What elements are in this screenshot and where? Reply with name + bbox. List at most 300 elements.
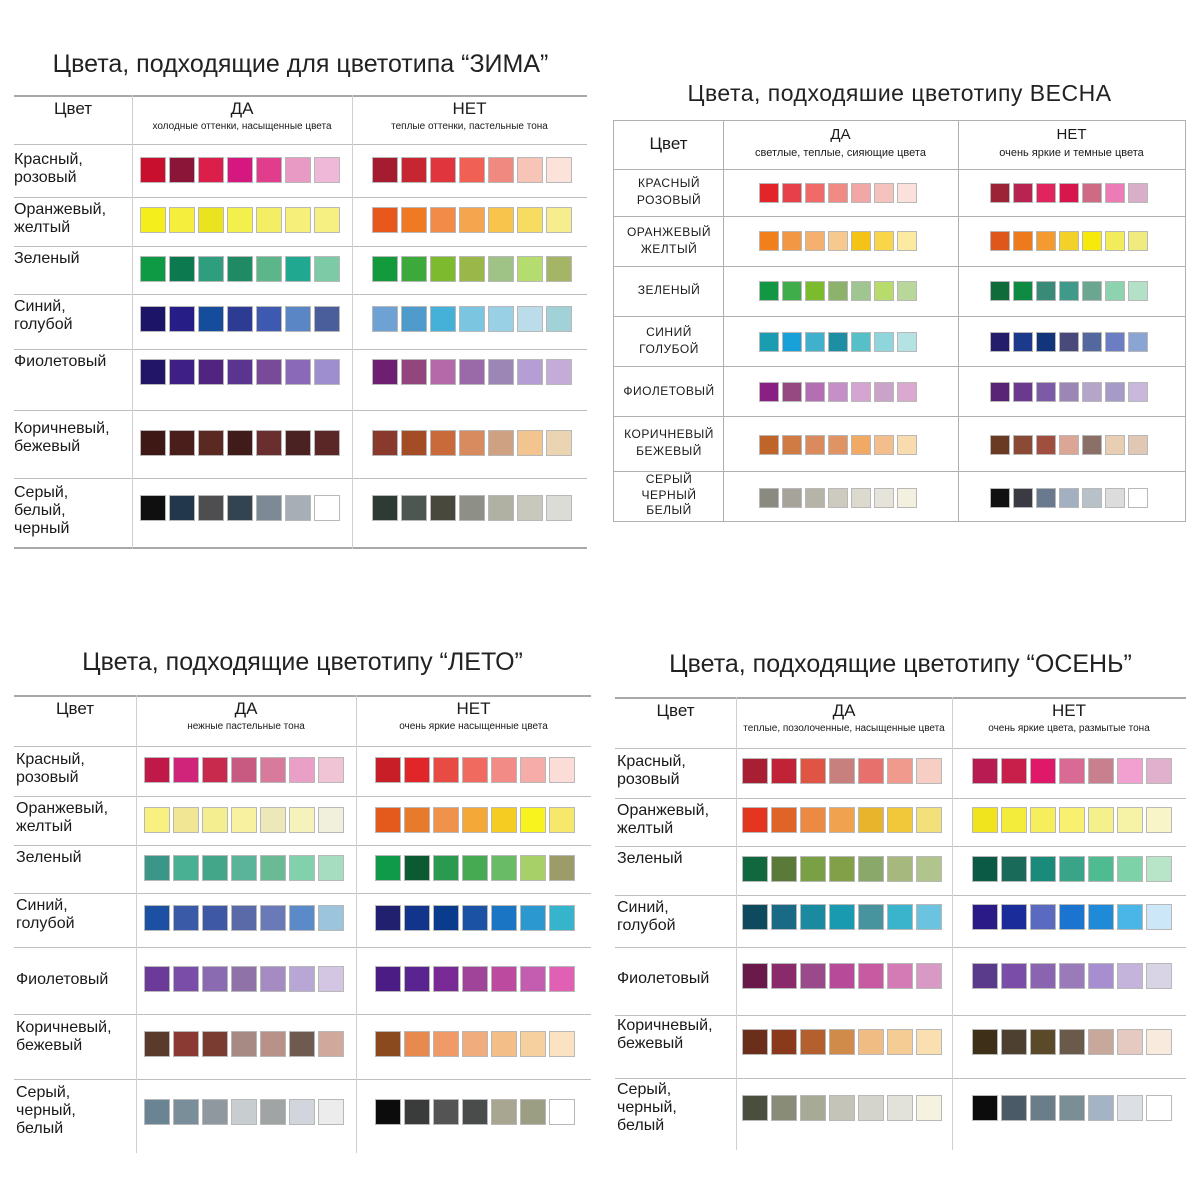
swatch-row-yes (144, 966, 347, 992)
color-swatch (546, 430, 572, 456)
color-swatch (771, 807, 797, 833)
row-label: ОРАНЖЕВЫЙ ЖЕЛТЫЙ (626, 225, 712, 257)
color-swatch (491, 1031, 517, 1057)
color-swatch (828, 382, 848, 402)
swatch-row-no (972, 758, 1175, 784)
color-swatch (260, 855, 286, 881)
swatch-row-no (372, 495, 575, 521)
swatch-row-no (375, 757, 578, 783)
swatch-row-yes (759, 281, 920, 301)
color-swatch (285, 495, 311, 521)
color-swatch (169, 207, 195, 233)
color-swatch (887, 856, 913, 882)
color-swatch (488, 359, 514, 385)
color-swatch (916, 856, 942, 882)
color-swatch (1059, 183, 1079, 203)
row-label: Фиолетовый (14, 353, 107, 370)
color-swatch (430, 495, 456, 521)
color-swatch (1117, 963, 1143, 989)
swatch-row-yes (759, 382, 920, 402)
color-swatch (372, 157, 398, 183)
swatch-row-yes (144, 855, 347, 881)
color-swatch (256, 256, 282, 282)
color-swatch (1059, 1095, 1085, 1121)
color-swatch (372, 207, 398, 233)
color-swatch (1117, 807, 1143, 833)
color-swatch (549, 1099, 575, 1125)
color-swatch (318, 1099, 344, 1125)
header-color: Цвет (656, 701, 695, 720)
color-swatch (433, 1099, 459, 1125)
color-swatch (433, 966, 459, 992)
color-swatch (742, 807, 768, 833)
color-swatch (459, 256, 485, 282)
color-swatch (805, 332, 825, 352)
color-swatch (916, 1029, 942, 1055)
color-swatch (314, 359, 340, 385)
color-swatch (742, 1095, 768, 1121)
color-swatch (1036, 183, 1056, 203)
color-swatch (916, 963, 942, 989)
color-swatch (198, 495, 224, 521)
color-swatch (990, 332, 1010, 352)
color-swatch (546, 207, 572, 233)
panel-title: Цвета, подходящие цветотипу “ЛЕТО” (82, 648, 523, 676)
color-swatch (1001, 904, 1027, 930)
color-swatch (782, 231, 802, 251)
row-label: Серый, черный, белый (617, 1081, 677, 1134)
color-swatch (805, 183, 825, 203)
swatch-row-no (372, 207, 575, 233)
color-swatch (488, 157, 514, 183)
color-swatch (1088, 1029, 1114, 1055)
color-swatch (433, 757, 459, 783)
color-swatch (1013, 332, 1033, 352)
color-swatch (1013, 382, 1033, 402)
color-swatch (1088, 807, 1114, 833)
color-swatch (491, 1099, 517, 1125)
color-swatch (517, 157, 543, 183)
color-swatch (459, 157, 485, 183)
color-swatch (828, 183, 848, 203)
color-swatch (805, 435, 825, 455)
color-swatch (314, 495, 340, 521)
color-swatch (289, 966, 315, 992)
color-swatch (1146, 1095, 1172, 1121)
color-swatch (173, 855, 199, 881)
color-swatch (851, 183, 871, 203)
color-swatch (549, 807, 575, 833)
color-swatch (828, 488, 848, 508)
color-swatch (1059, 856, 1085, 882)
color-swatch (375, 1099, 401, 1125)
color-table (615, 697, 1186, 1150)
color-swatch (285, 207, 311, 233)
color-swatch (140, 306, 166, 332)
color-swatch (546, 359, 572, 385)
color-swatch (897, 332, 917, 352)
swatch-row-yes (742, 963, 945, 989)
color-swatch (231, 1099, 257, 1125)
color-swatch (1030, 904, 1056, 930)
color-swatch (459, 430, 485, 456)
swatch-row-yes (759, 488, 920, 508)
row-label: СЕРЫЙ ЧЕРНЫЙ БЕЛЫЙ (641, 472, 697, 518)
color-swatch (805, 281, 825, 301)
color-swatch (256, 306, 282, 332)
swatch-row-yes (140, 157, 343, 183)
color-swatch (404, 855, 430, 881)
color-swatch (1105, 281, 1125, 301)
color-swatch (202, 1099, 228, 1125)
color-swatch (1001, 758, 1027, 784)
color-swatch (1105, 488, 1125, 508)
color-swatch (1146, 856, 1172, 882)
swatch-row-yes (742, 1095, 945, 1121)
color-swatch (887, 963, 913, 989)
color-swatch (169, 256, 195, 282)
color-swatch (1128, 231, 1148, 251)
color-swatch (169, 495, 195, 521)
color-swatch (1001, 963, 1027, 989)
color-swatch (1088, 856, 1114, 882)
color-swatch (851, 281, 871, 301)
color-swatch (372, 306, 398, 332)
color-swatch (318, 855, 344, 881)
color-swatch (1146, 807, 1172, 833)
color-swatch (742, 856, 768, 882)
color-swatch (372, 359, 398, 385)
color-swatch (520, 1031, 546, 1057)
color-swatch (1128, 183, 1148, 203)
color-swatch (520, 905, 546, 931)
color-swatch (874, 332, 894, 352)
color-swatch (140, 157, 166, 183)
color-swatch (1059, 904, 1085, 930)
color-swatch (916, 758, 942, 784)
color-swatch (462, 855, 488, 881)
row-label: Коричневый, бежевый (617, 1017, 713, 1052)
color-swatch (231, 855, 257, 881)
color-swatch (1059, 807, 1085, 833)
color-swatch (1082, 231, 1102, 251)
color-swatch (401, 256, 427, 282)
color-swatch (972, 807, 998, 833)
color-swatch (517, 256, 543, 282)
color-swatch (285, 359, 311, 385)
color-swatch (430, 306, 456, 332)
color-swatch (198, 306, 224, 332)
color-swatch (144, 855, 170, 881)
color-swatch (372, 430, 398, 456)
color-swatch (144, 966, 170, 992)
color-swatch (771, 1095, 797, 1121)
color-swatch (874, 183, 894, 203)
color-swatch (173, 757, 199, 783)
color-swatch (289, 757, 315, 783)
color-swatch (256, 430, 282, 456)
color-swatch (459, 207, 485, 233)
color-swatch (517, 207, 543, 233)
color-swatch (1082, 435, 1102, 455)
color-swatch (517, 306, 543, 332)
color-swatch (169, 157, 195, 183)
color-swatch (140, 359, 166, 385)
row-label: Оранжевый, желтый (14, 201, 107, 236)
panel-zima (14, 40, 587, 552)
color-swatch (289, 855, 315, 881)
color-swatch (318, 966, 344, 992)
swatch-row-yes (140, 256, 343, 282)
color-swatch (375, 905, 401, 931)
color-swatch (546, 157, 572, 183)
color-swatch (858, 963, 884, 989)
color-swatch (227, 430, 253, 456)
color-swatch (372, 256, 398, 282)
color-swatch (520, 966, 546, 992)
color-swatch (742, 1029, 768, 1055)
color-swatch (231, 1031, 257, 1057)
color-table (14, 95, 587, 550)
swatch-row-yes (144, 1099, 347, 1125)
swatch-row-yes (144, 757, 347, 783)
color-swatch (1082, 281, 1102, 301)
color-swatch (491, 855, 517, 881)
color-swatch (140, 207, 166, 233)
color-swatch (782, 332, 802, 352)
color-swatch (805, 231, 825, 251)
color-swatch (897, 435, 917, 455)
header-color: Цвет (649, 134, 688, 153)
row-label: Коричневый, бежевый (14, 420, 110, 455)
color-swatch (990, 435, 1010, 455)
panel-title: Цвета, подходящие цветотипу “ОСЕНЬ” (669, 650, 1132, 678)
color-swatch (897, 488, 917, 508)
color-swatch (318, 757, 344, 783)
color-swatch (459, 359, 485, 385)
color-swatch (1105, 332, 1125, 352)
swatch-row-yes (144, 807, 347, 833)
color-swatch (227, 495, 253, 521)
color-swatch (1030, 758, 1056, 784)
color-swatch (140, 256, 166, 282)
color-swatch (318, 807, 344, 833)
color-swatch (140, 495, 166, 521)
color-swatch (972, 1095, 998, 1121)
color-swatch (829, 904, 855, 930)
color-swatch (782, 281, 802, 301)
color-swatch (1030, 1029, 1056, 1055)
color-swatch (227, 306, 253, 332)
color-swatch (289, 1099, 315, 1125)
color-swatch (874, 281, 894, 301)
color-swatch (202, 1031, 228, 1057)
color-swatch (1117, 1095, 1143, 1121)
swatch-row-no (990, 332, 1151, 352)
swatch-row-no (990, 281, 1151, 301)
swatch-row-yes (742, 758, 945, 784)
swatch-row-no (372, 157, 575, 183)
color-swatch (858, 807, 884, 833)
color-swatch (375, 757, 401, 783)
row-label: Красный, розовый (16, 751, 85, 786)
row-label: Фиолетовый (16, 971, 109, 988)
color-swatch (1036, 281, 1056, 301)
color-swatch (404, 1031, 430, 1057)
color-swatch (227, 359, 253, 385)
header-no: НЕТ очень яркие цвета, размытые тона (988, 701, 1150, 734)
color-swatch (771, 758, 797, 784)
swatch-row-yes (140, 495, 343, 521)
color-swatch (1105, 382, 1125, 402)
color-swatch (1128, 332, 1148, 352)
color-swatch (1036, 332, 1056, 352)
color-swatch (433, 1031, 459, 1057)
color-swatch (375, 1031, 401, 1057)
color-swatch (1128, 382, 1148, 402)
color-swatch (1088, 758, 1114, 784)
color-swatch (491, 757, 517, 783)
color-swatch (800, 807, 826, 833)
header-color: Цвет (55, 699, 95, 718)
swatch-row-yes (144, 905, 347, 931)
color-swatch (1128, 488, 1148, 508)
color-swatch (401, 157, 427, 183)
color-swatch (260, 1099, 286, 1125)
color-swatch (430, 359, 456, 385)
swatch-row-no (375, 807, 578, 833)
row-label: Фиолетовый (617, 970, 710, 987)
color-swatch (517, 495, 543, 521)
color-swatch (430, 157, 456, 183)
color-swatch (173, 1099, 199, 1125)
color-swatch (1001, 1095, 1027, 1121)
color-swatch (1013, 488, 1033, 508)
swatch-row-yes (140, 207, 343, 233)
swatch-row-no (372, 359, 575, 385)
color-swatch (782, 435, 802, 455)
color-swatch (800, 963, 826, 989)
color-swatch (549, 1031, 575, 1057)
swatch-row-no (372, 256, 575, 282)
color-swatch (462, 1099, 488, 1125)
color-swatch (289, 1031, 315, 1057)
color-swatch (227, 157, 253, 183)
color-swatch (1013, 281, 1033, 301)
color-swatch (491, 905, 517, 931)
swatch-row-no (375, 1031, 578, 1057)
color-swatch (897, 382, 917, 402)
color-swatch (433, 807, 459, 833)
swatch-row-yes (140, 359, 343, 385)
color-swatch (198, 157, 224, 183)
color-swatch (800, 1095, 826, 1121)
color-swatch (202, 966, 228, 992)
color-table (14, 695, 591, 1153)
color-swatch (990, 488, 1010, 508)
color-swatch (972, 1029, 998, 1055)
row-label: ФИОЛЕТОВЫЙ (623, 384, 715, 398)
color-swatch (401, 495, 427, 521)
color-swatch (404, 807, 430, 833)
color-swatch (829, 758, 855, 784)
color-swatch (198, 430, 224, 456)
color-swatch (202, 905, 228, 931)
color-swatch (759, 488, 779, 508)
color-swatch (916, 1095, 942, 1121)
color-swatch (314, 306, 340, 332)
color-swatch (430, 256, 456, 282)
swatch-row-no (372, 306, 575, 332)
color-swatch (972, 856, 998, 882)
color-swatch (916, 904, 942, 930)
color-swatch (858, 758, 884, 784)
row-label: Зеленый (16, 849, 82, 866)
color-swatch (1105, 183, 1125, 203)
color-swatch (771, 904, 797, 930)
color-swatch (289, 807, 315, 833)
swatch-row-yes (759, 435, 920, 455)
color-swatch (404, 966, 430, 992)
color-swatch (256, 495, 282, 521)
color-swatch (144, 1031, 170, 1057)
color-swatch (314, 256, 340, 282)
color-swatch (1036, 231, 1056, 251)
color-swatch (546, 495, 572, 521)
color-swatch (1013, 183, 1033, 203)
color-swatch (401, 306, 427, 332)
color-swatch (972, 758, 998, 784)
color-swatch (887, 1029, 913, 1055)
panel-vesna (613, 72, 1186, 528)
color-swatch (874, 382, 894, 402)
color-swatch (285, 256, 311, 282)
color-swatch (1059, 231, 1079, 251)
color-swatch (260, 1031, 286, 1057)
color-swatch (990, 281, 1010, 301)
color-swatch (433, 855, 459, 881)
color-swatch (227, 256, 253, 282)
color-swatch (1059, 758, 1085, 784)
color-swatch (144, 807, 170, 833)
color-swatch (231, 966, 257, 992)
color-swatch (169, 306, 195, 332)
swatch-row-yes (144, 1031, 347, 1057)
color-swatch (488, 207, 514, 233)
color-swatch (1059, 1029, 1085, 1055)
color-swatch (285, 306, 311, 332)
color-swatch (858, 1095, 884, 1121)
color-swatch (1105, 231, 1125, 251)
color-swatch (1001, 1029, 1027, 1055)
color-swatch (289, 905, 315, 931)
color-swatch (759, 231, 779, 251)
swatch-row-no (375, 855, 578, 881)
color-swatch (828, 435, 848, 455)
swatch-row-no (972, 1029, 1175, 1055)
color-swatch (198, 359, 224, 385)
color-swatch (1082, 488, 1102, 508)
color-swatch (800, 1029, 826, 1055)
color-swatch (1105, 435, 1125, 455)
swatch-row-no (972, 1095, 1175, 1121)
color-swatch (858, 856, 884, 882)
color-swatch (549, 855, 575, 881)
color-swatch (202, 757, 228, 783)
color-swatch (1030, 963, 1056, 989)
color-swatch (759, 382, 779, 402)
color-swatch (488, 256, 514, 282)
